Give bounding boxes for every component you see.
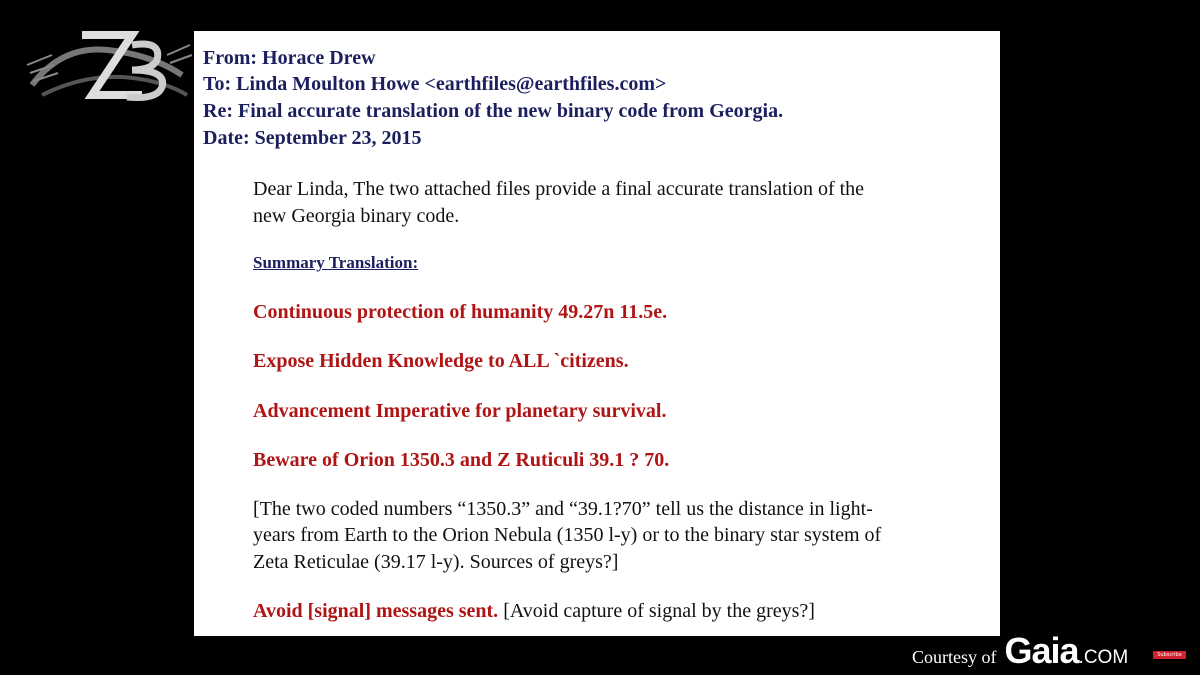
email-to: To: Linda Moulton Howe <earthfiles@earthfiles.com>	[203, 73, 667, 95]
courtesy-text: Courtesy of	[912, 647, 997, 667]
final-line-note: [Avoid capture of signal by the greys?]	[498, 600, 815, 622]
email-subject: Re: Final accurate translation of the new binary code from Georgia.	[203, 100, 784, 122]
courtesy-credit	[912, 630, 1128, 672]
translation-line-2: Expose Hidden Knowledge to ALL `citizens.	[253, 350, 629, 372]
email-document	[194, 31, 1000, 636]
gaia-logo: Gaia	[1004, 630, 1079, 671]
note-line-1: [The two coded numbers “1350.3” and “39.1?70” tell us the distance in light-	[253, 498, 873, 520]
final-line-red: Avoid [signal] messages sent.	[253, 600, 499, 622]
greeting-line-2: new Georgia binary code.	[253, 205, 460, 227]
email-from: From: Horace Drew	[203, 47, 376, 69]
summary-heading: Summary Translation:	[253, 253, 419, 272]
greeting-line-1: Dear Linda, The two attached files provide a final accurate translation of the	[253, 178, 865, 200]
note-line-3: Zeta Reticulae (39.17 l-y). Sources of greys?]	[253, 551, 619, 573]
note-line-2: years from Earth to the Orion Nebula (1350 l-y) or to the binary star system of	[253, 524, 882, 546]
translation-line-3: Advancement Imperative for planetary survival.	[253, 400, 667, 422]
zb-logo-icon	[22, 15, 194, 120]
translation-line-4: Beware of Orion 1350.3 and Z Ruticuli 39.1 ? 70.	[253, 449, 670, 471]
email-date: Date: September 23, 2015	[203, 127, 422, 149]
gaia-domain: .COM	[1078, 647, 1129, 668]
subscribe-button[interactable]: Subscribe	[1153, 651, 1186, 659]
translation-line-1: Continuous protection of humanity 49.27n 11.5e.	[253, 301, 668, 323]
final-line	[253, 598, 815, 624]
